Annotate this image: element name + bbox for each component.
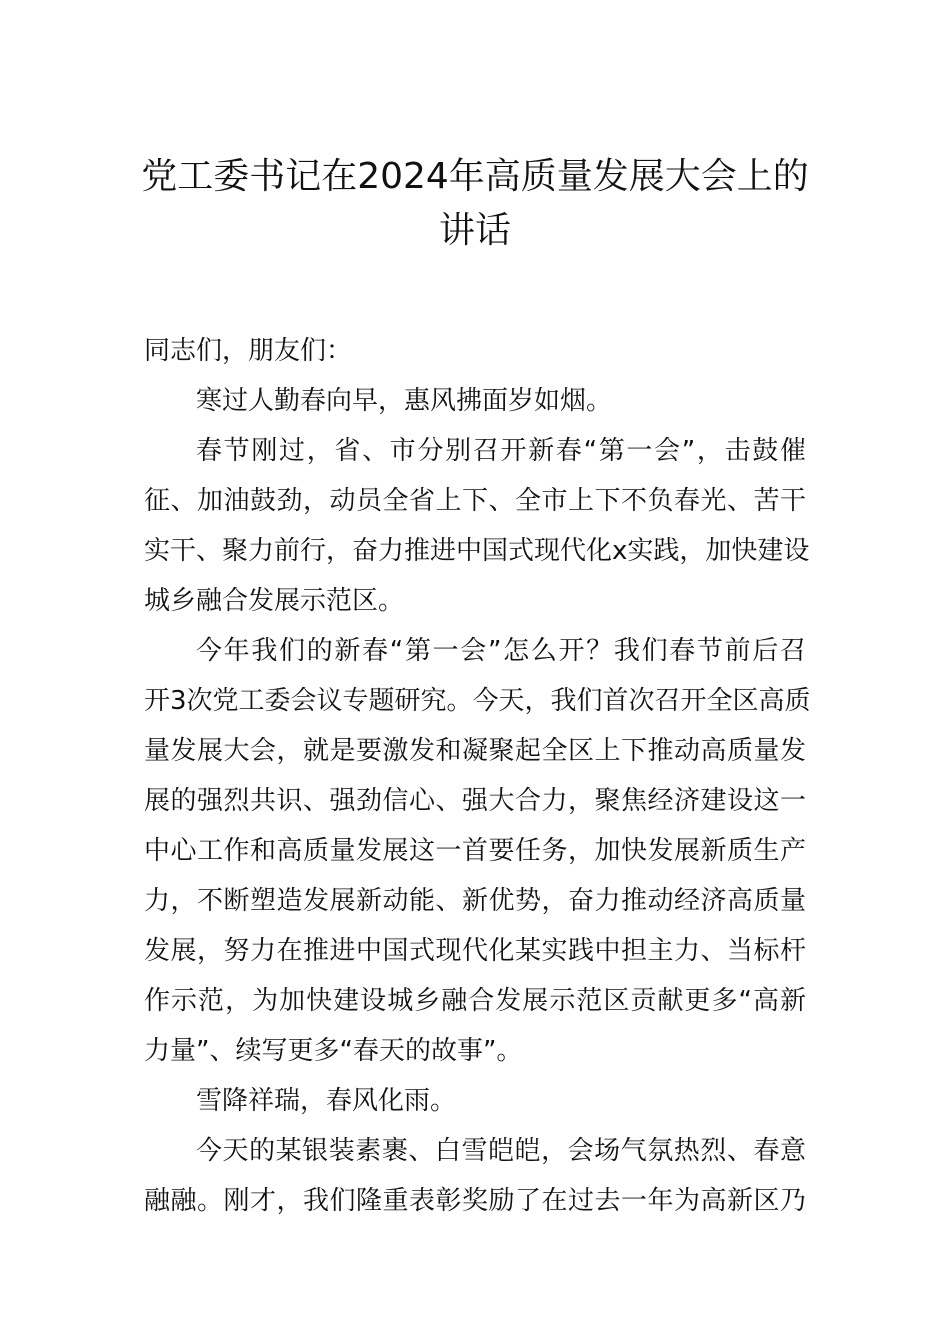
paragraph-line: 展的强烈共识、强劲信心、强大合力，聚焦经济建设这一 xyxy=(144,786,806,816)
paragraph-line: 力，不断塑造发展新动能、新优势，奋力推动经济高质量 xyxy=(144,886,806,916)
paragraph-line: 今天的某银装素裹、白雪皑皑，会场气氛热烈、春意 xyxy=(196,1136,806,1166)
paragraph-line: 春节刚过，省、市分别召开新春“第一会”，击鼓催 xyxy=(196,436,806,466)
paragraph-line: 中心工作和高质量发展这一首要任务，加快发展新质生产 xyxy=(144,836,806,866)
paragraph-line: 今年我们的新春“第一会”怎么开？我们春节前后召 xyxy=(196,636,806,666)
paragraph-line: 力量”、续写更多“春天的故事”。 xyxy=(144,1036,523,1066)
paragraph-line: 雪降祥瑞，春风化雨。 xyxy=(196,1086,457,1116)
paragraph-line: 实干、聚力前行，奋力推进中国式现代化x实践，加快建设 xyxy=(144,536,810,566)
salutation: 同志们，朋友们： xyxy=(144,336,353,366)
document-body xyxy=(144,326,811,1226)
paragraph-line: 征、加油鼓劲，动员全省上下、全市上下不负春光、苦干 xyxy=(144,486,806,516)
paragraph-line: 融融。刚才，我们隆重表彰奖励了在过去一年为高新区乃 xyxy=(144,1186,806,1216)
paragraph-line: 量发展大会，就是要激发和凝聚起全区上下推动高质量发 xyxy=(144,736,806,766)
paragraph-line: 城乡融合发展示范区。 xyxy=(144,586,405,616)
title-line-1: 党工委书记在2024年高质量发展大会上的 xyxy=(141,156,809,197)
title-line-2: 讲话 xyxy=(438,210,511,251)
document-title xyxy=(120,150,830,258)
paragraph-line: 发展，努力在推进中国式现代化某实践中担主力、当标杆 xyxy=(144,936,806,966)
paragraph-line: 作示范，为加快建设城乡融合发展示范区贡献更多“高新 xyxy=(144,986,806,1016)
paragraph-line: 开3次党工委会议专题研究。今天，我们首次召开全区高质 xyxy=(144,686,811,716)
paragraph-line: 寒过人勤春向早，惠风拂面岁如烟。 xyxy=(196,386,613,416)
